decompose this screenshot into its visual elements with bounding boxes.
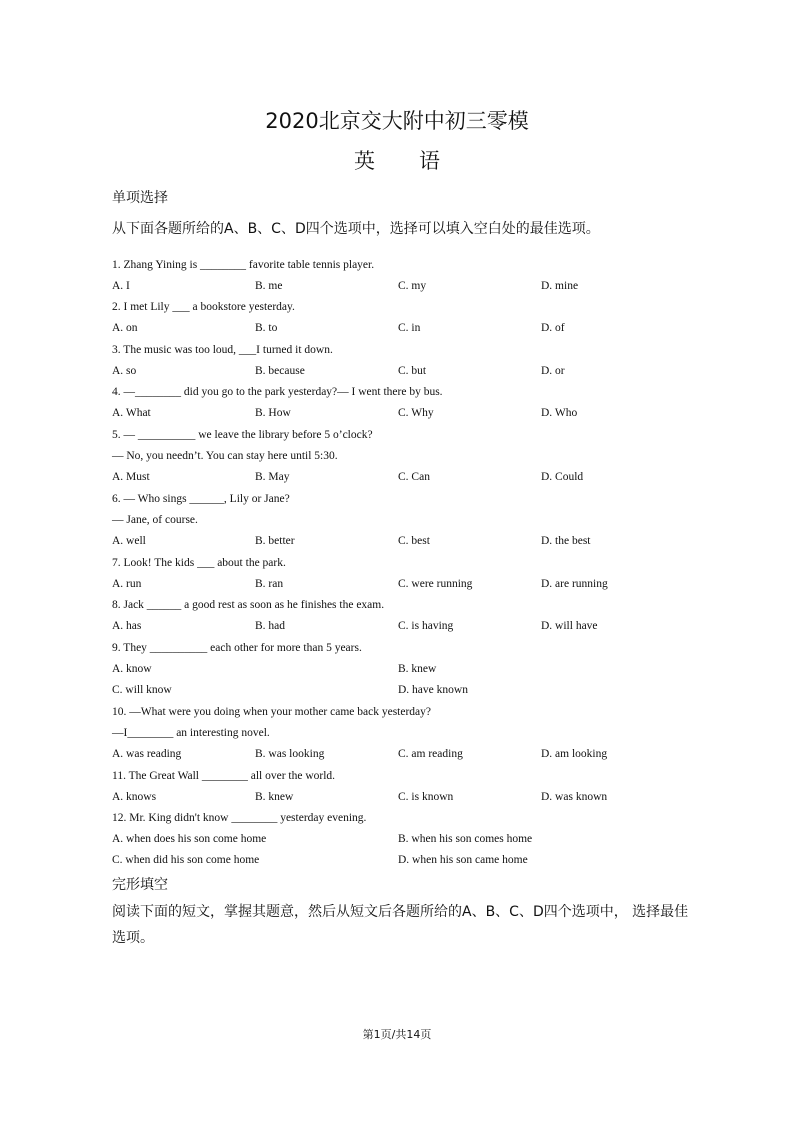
question-12-option-a: A. when does his son come home <box>112 833 267 845</box>
question-10-option-b: B. was looking <box>255 748 325 760</box>
question-7-stem: 7. Look! The kids ___ about the park. <box>112 557 286 569</box>
question-12-option-d: D. when his son came home <box>398 854 528 866</box>
subject-char-1: 英 <box>354 149 375 173</box>
question-10-option-a: A. was reading <box>112 748 182 760</box>
exam-title: 2020北京交大附中初三零模 <box>265 109 529 133</box>
question-8-option-d: D. will have <box>541 620 598 632</box>
section-instruction-single-choice: 从下面各题所给的A、B、C、D四个选项中，选择可以填入空白处的最佳选项。 <box>112 221 600 237</box>
question-3-option-a: A. so <box>112 365 137 377</box>
question-9-stem: 9. They __________ each other for more than 5 years. <box>112 642 362 654</box>
question-7-option-d: D. are running <box>541 578 608 590</box>
question-3-option-d: D. or <box>541 365 565 377</box>
question-1-option-a: A. I <box>112 280 130 292</box>
question-11-option-a: A. knows <box>112 791 157 803</box>
question-9-option-a: A. know <box>112 663 152 675</box>
question-11-option-c: C. is known <box>398 791 454 803</box>
question-5-option-a: A. Must <box>112 471 150 483</box>
question-4-stem: 4. —________ did you go to the park yesterday?— I went there by bus. <box>112 386 443 398</box>
question-2-option-b: B. to <box>255 322 278 334</box>
question-9-option-c: C. will know <box>112 684 172 696</box>
question-5-stem: 5. — __________ we leave the library before 5 o’clock? <box>112 429 373 441</box>
question-11-option-b: B. knew <box>255 791 294 803</box>
question-6-option-a: A. well <box>112 535 146 547</box>
question-1-option-c: C. my <box>398 280 427 292</box>
question-2-option-c: C. in <box>398 322 421 334</box>
question-1-option-b: B. me <box>255 280 283 292</box>
question-1-stem: 1. Zhang Yining is ________ favorite table tennis player. <box>112 259 375 271</box>
question-2-stem: 2. I met Lily ___ a bookstore yesterday. <box>112 301 295 313</box>
question-3-stem: 3. The music was too loud, ___I turned it down. <box>112 344 333 356</box>
question-3-option-c: C. but <box>398 365 427 377</box>
question-12-option-b: B. when his son comes home <box>398 833 533 845</box>
question-7-option-c: C. were running <box>398 578 473 590</box>
question-5-response: — No, you needn’t. You can stay here until 5:30. <box>112 450 338 462</box>
question-9-option-d: D. have known <box>398 684 468 696</box>
subject-char-2: 语 <box>419 149 440 173</box>
question-6-option-c: C. best <box>398 535 430 547</box>
question-6-option-d: D. the best <box>541 535 591 547</box>
question-1-option-d: D. mine <box>541 280 579 292</box>
question-4-option-a: A. What <box>112 407 151 419</box>
question-2-option-d: D. of <box>541 322 565 334</box>
question-10-option-c: C. am reading <box>398 748 463 760</box>
question-8-stem: 8. Jack ______ a good rest as soon as he finishes the exam. <box>112 599 385 611</box>
section-heading-single-choice: 单项选择 <box>112 190 168 206</box>
question-8-option-c: C. is having <box>398 620 454 632</box>
question-10-option-d: D. am looking <box>541 748 608 760</box>
question-4-option-c: C. Why <box>398 407 434 419</box>
question-10-stem: 10. —What were you doing when your mother came back yesterday? <box>112 706 432 718</box>
subject-title <box>0 147 794 175</box>
question-7-option-a: A. run <box>112 578 142 590</box>
question-5-option-b: B. May <box>255 471 290 483</box>
question-5-option-d: D. Could <box>541 471 584 483</box>
question-7-option-b: B. ran <box>255 578 284 590</box>
question-12-stem: 12. Mr. King didn't know ________ yesterday evening. <box>112 812 367 824</box>
question-4-option-b: B. How <box>255 407 291 419</box>
question-6-stem: 6. — Who sings ______, Lily or Jane? <box>112 493 290 505</box>
question-11-option-d: D. was known <box>541 791 608 803</box>
question-9-option-b: B. knew <box>398 663 437 675</box>
question-3-option-b: B. because <box>255 365 305 377</box>
question-8-option-a: A. has <box>112 620 142 632</box>
question-2-option-a: A. on <box>112 322 138 334</box>
section-heading-cloze: 完形填空 <box>112 877 168 893</box>
question-8-option-b: B. had <box>255 620 286 632</box>
question-11-stem: 11. The Great Wall ________ all over the world. <box>112 770 336 782</box>
question-4-option-d: D. Who <box>541 407 578 419</box>
question-6-response: — Jane, of course. <box>112 514 198 526</box>
question-10-response: —I________ an interesting novel. <box>112 727 270 739</box>
question-12-option-c: C. when did his son come home <box>112 854 260 866</box>
question-6-option-b: B. better <box>255 535 295 547</box>
question-5-option-c: C. Can <box>398 471 430 483</box>
section-instruction-cloze: 阅读下面的短文，掌握其题意，然后从短文后各题所给的A、B、C、D四个选项中， 选择最佳选项。 <box>112 904 689 946</box>
page-footer: 第1页/共14页 <box>362 1028 432 1041</box>
